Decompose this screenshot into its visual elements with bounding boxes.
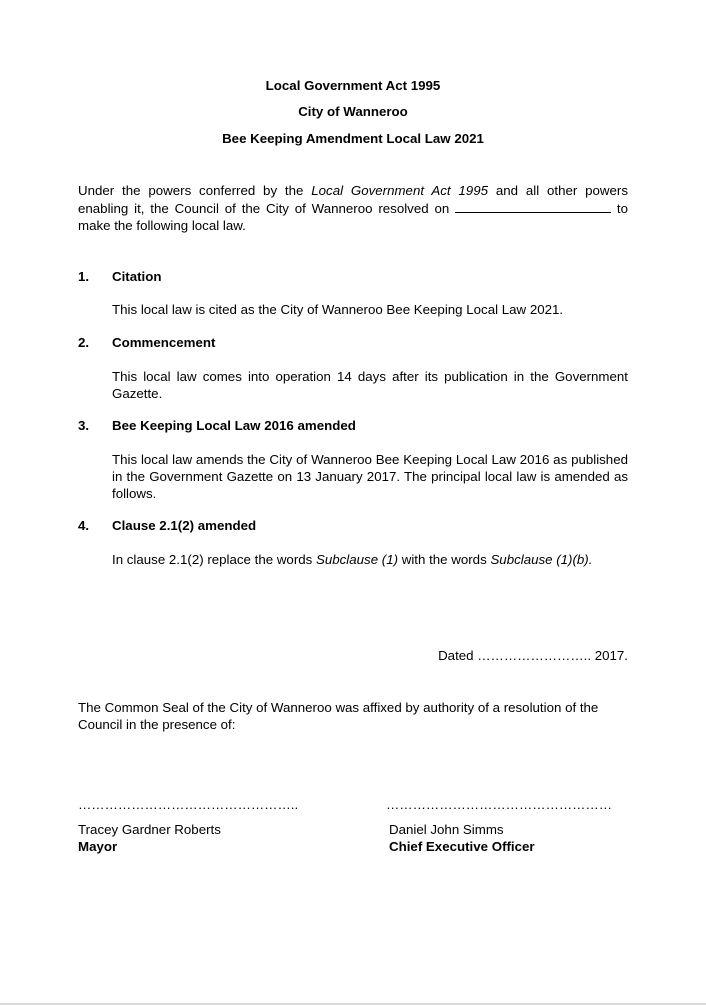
section-1-heading: Citation [112,269,162,284]
mayor-signature-line: ………………………………………….. [78,797,299,812]
section-2-number: 2. [78,335,90,350]
ceo-title: Chief Executive Officer [389,839,535,854]
section-4-italic-b: Subclause (1)(b). [490,552,593,567]
common-seal-text: The Common Seal of the City of Wanneroo was affixed by authority of a resolution of the Council in the presence of: [78,700,599,732]
act-title: Local Government Act 1995 [265,78,441,93]
section-4-heading: Clause 2.1(2) amended [112,518,257,533]
mayor-title: Mayor [78,839,118,854]
section-4-italic-a: Subclause (1) [316,552,399,567]
ceo-name: Daniel John Simms [389,822,504,837]
section-3-heading: Bee Keeping Local Law 2016 amended [112,418,356,433]
section-4-text [112,551,628,568]
intro-text-2: and all other powers enabling it, the Council of the City of Wanneroo resolved on [78,183,628,216]
intro-text-1: Under the powers conferred by the [78,183,312,198]
intro-act-italic: Local Government Act 1995 [311,183,488,198]
resolution-date-blank [455,199,611,213]
section-3-number: 3. [78,418,90,433]
section-2-text: This local law comes into operation 14 days after its publication in the Government Gazette. [112,369,628,401]
intro-text-3: to make the following local law. [78,201,628,233]
law-title: Bee Keeping Amendment Local Law 2021 [222,131,484,146]
section-4-text-b: with the words [398,552,491,567]
city-title: City of Wanneroo [298,104,408,119]
section-1-text: This local law is cited as the City of Wanneroo Bee Keeping Local Law 2021. [112,302,564,317]
section-2-heading: Commencement [112,335,216,350]
dated-line: Dated …………………….. 2017. [438,648,628,663]
mayor-name: Tracey Gardner Roberts [78,822,221,837]
ceo-signature-line: …………………………………………… [386,797,613,812]
intro-paragraph [78,182,628,234]
section-4-text-a: In clause 2.1(2) replace the words [112,552,316,567]
section-4-number: 4. [78,518,90,533]
section-1-number: 1. [78,269,90,284]
section-3-text: This local law amends the City of Wanneroo Bee Keeping Local Law 2016 as published in the Government Gazette on 13 January 2017. The principal local law is amended as follows. [112,452,628,501]
